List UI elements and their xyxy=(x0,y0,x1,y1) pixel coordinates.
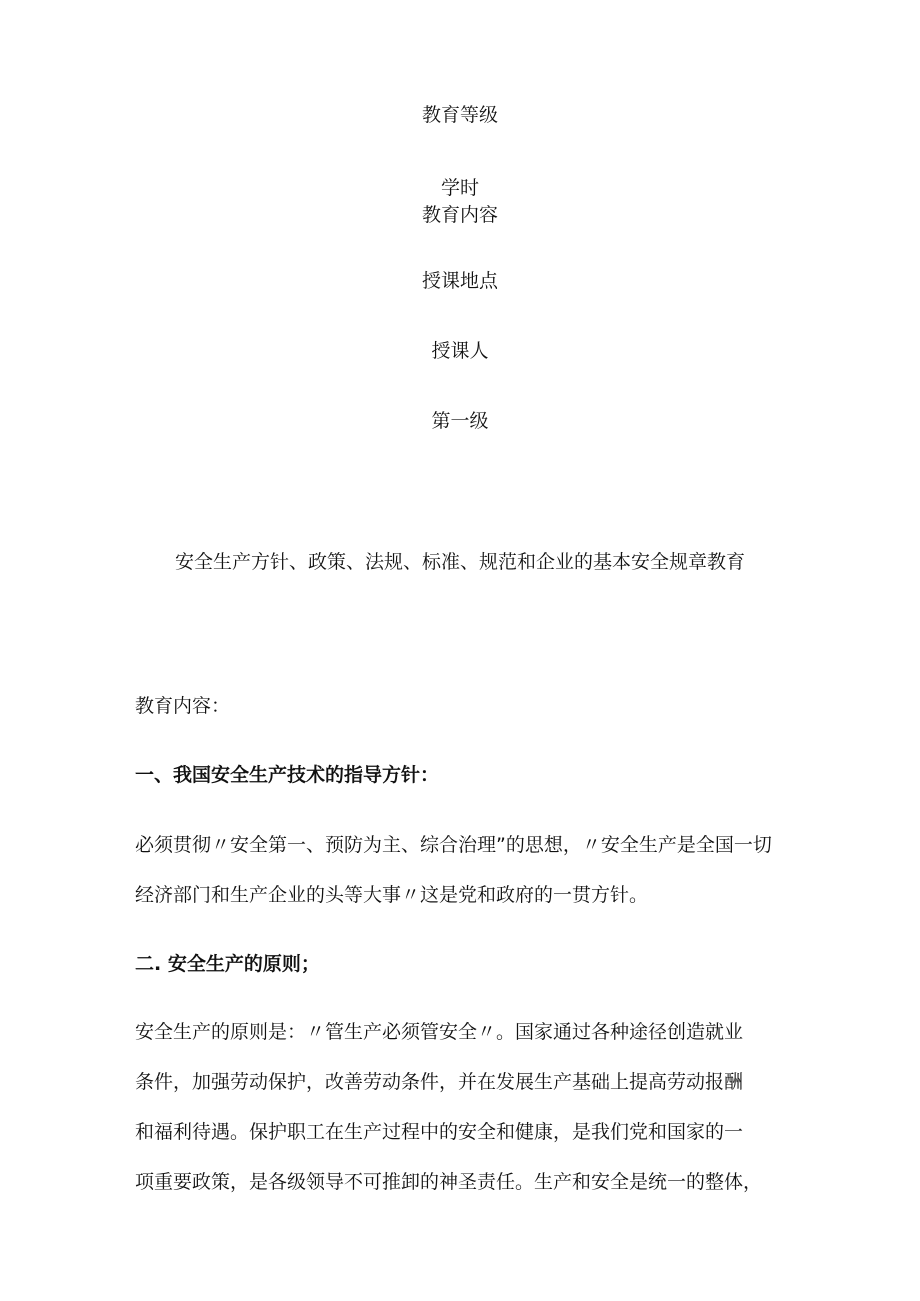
section1-line: 必须贯彻〃安全第一、预防为主、综合治理”的思想，〃安全生产是全国一切 xyxy=(135,834,772,856)
label-education-content: 教育内容 xyxy=(421,204,498,226)
label-teaching-location: 授课地点 xyxy=(421,270,498,292)
course-title: 安全生产方针、政策、法规、标准、规范和企业的基本安全规章教育 xyxy=(174,551,745,573)
section1-heading: 一、我国安全生产技术的指导方针： xyxy=(135,764,440,786)
content-intro-label: 教育内容： xyxy=(135,695,231,717)
section2-line: 项重要政策，是各级领导不可推卸的神圣责任。生产和安全是统一的整体， xyxy=(135,1171,763,1193)
section2-body xyxy=(135,1021,795,1221)
section2-heading: 二. 安全生产的原则； xyxy=(135,953,320,975)
section2-line: 条件，加强劳动保护，改善劳动条件，并在发展生产基础上提高劳动报酬 xyxy=(135,1071,744,1093)
section1-body xyxy=(135,834,795,934)
section1-line: 经济部门和生产企业的头等大事〃这是党和政府的一贯方针。 xyxy=(135,884,649,906)
label-education-level: 教育等级 xyxy=(421,104,498,126)
value-education-level: 第一级 xyxy=(431,410,489,432)
section2-line: 安全生产的原则是：〃管生产必须管安全〃。国家通过各种途径创造就业 xyxy=(135,1021,744,1043)
section2-line: 和福利待遇。保护职工在生产过程中的安全和健康，是我们党和国家的一 xyxy=(135,1121,744,1143)
label-instructor: 授课人 xyxy=(431,340,489,362)
label-class-hours: 学时 xyxy=(440,177,479,199)
